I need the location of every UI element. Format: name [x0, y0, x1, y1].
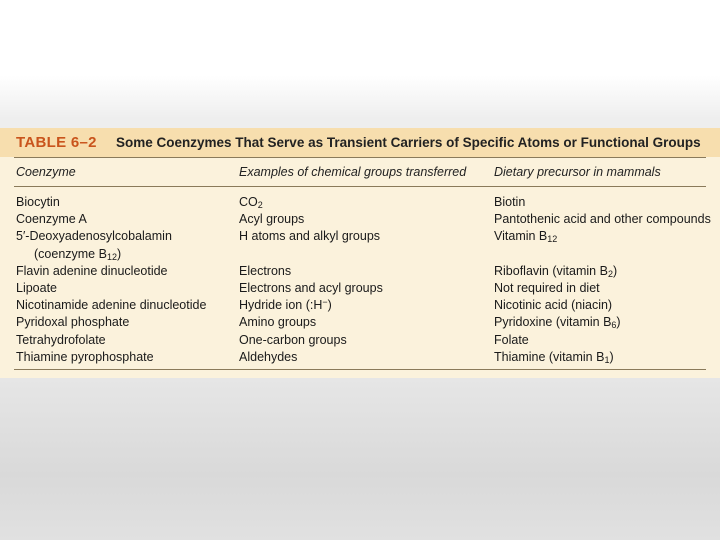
- cell-coenzyme: Thiamine pyrophosphate: [16, 349, 154, 364]
- cell-groups: Hydride ion (:H−): [239, 297, 332, 313]
- cell-coenzyme: Lipoate: [16, 280, 58, 295]
- cell-precursor: Pyridoxine (vitamin $B_6$): [494, 315, 621, 331]
- cell-precursor: Biotin: [494, 195, 526, 209]
- cell-coenzyme: Pyridoxal phosphate: [16, 315, 130, 330]
- cell-groups: Amino groups: [239, 315, 317, 330]
- cell-precursor: Vitamin $B_{12}$: [494, 229, 558, 245]
- column-coenzyme: [16, 194, 206, 366]
- cell-precursor: Pantothenic acid and other compounds: [494, 212, 711, 227]
- cell-precursor: Folate: [494, 332, 529, 347]
- cell-groups-empty: [239, 246, 383, 263]
- cell-precursor-empty: [494, 246, 711, 263]
- cell-groups: Electrons and acyl groups: [239, 280, 383, 295]
- cell-coenzyme: Coenzyme A: [16, 212, 87, 227]
- header-precursor: Dietary precursor in mammals: [494, 165, 661, 179]
- column-precursor: [494, 194, 711, 366]
- cell-precursor: Nicotinic acid (niacin): [494, 298, 613, 313]
- cell-precursor: Riboflavin (vitamin $B_2$): [494, 263, 618, 279]
- cell-precursor: Not required in diet: [494, 280, 600, 295]
- cell-coenzyme: Flavin adenine dinucleotide: [16, 263, 168, 278]
- column-groups: [239, 194, 383, 366]
- slide-lower-background: [0, 378, 720, 540]
- header-groups: Examples of chemical groups transferred: [239, 165, 467, 179]
- cell-groups: Acyl groups: [239, 212, 305, 227]
- title-divider: [14, 157, 706, 158]
- cell-coenzyme-continued: (coenzyme $B_{12}$): [34, 246, 122, 262]
- table-title: Some Coenzymes That Serve as Transient Carriers of Specific Atoms or Functional Groups: [116, 135, 701, 150]
- cell-coenzyme: Nicotinamide adenine dinucleotide: [16, 298, 207, 313]
- header-divider: [14, 186, 706, 187]
- cell-precursor: Thiamine (vitamin $B_1$): [494, 349, 614, 365]
- cell-groups: One-carbon groups: [239, 332, 347, 347]
- coenzyme-table: [0, 128, 720, 378]
- cell-groups: Electrons: [239, 263, 292, 278]
- cell-coenzyme: 5′-Deoxyadenosylcobalamin: [16, 229, 172, 244]
- table-title-bar: [0, 128, 720, 157]
- cell-groups: $CO_2$: [239, 195, 263, 210]
- header-coenzyme: Coenzyme: [16, 165, 76, 179]
- cell-groups: Aldehydes: [239, 349, 298, 364]
- cell-coenzyme: Tetrahydrofolate: [16, 332, 106, 347]
- cell-groups: H atoms and alkyl groups: [239, 229, 381, 244]
- table-bottom-divider: [14, 369, 706, 370]
- table-number: TABLE 6–2: [16, 134, 97, 151]
- cell-coenzyme: Biocytin: [16, 195, 60, 209]
